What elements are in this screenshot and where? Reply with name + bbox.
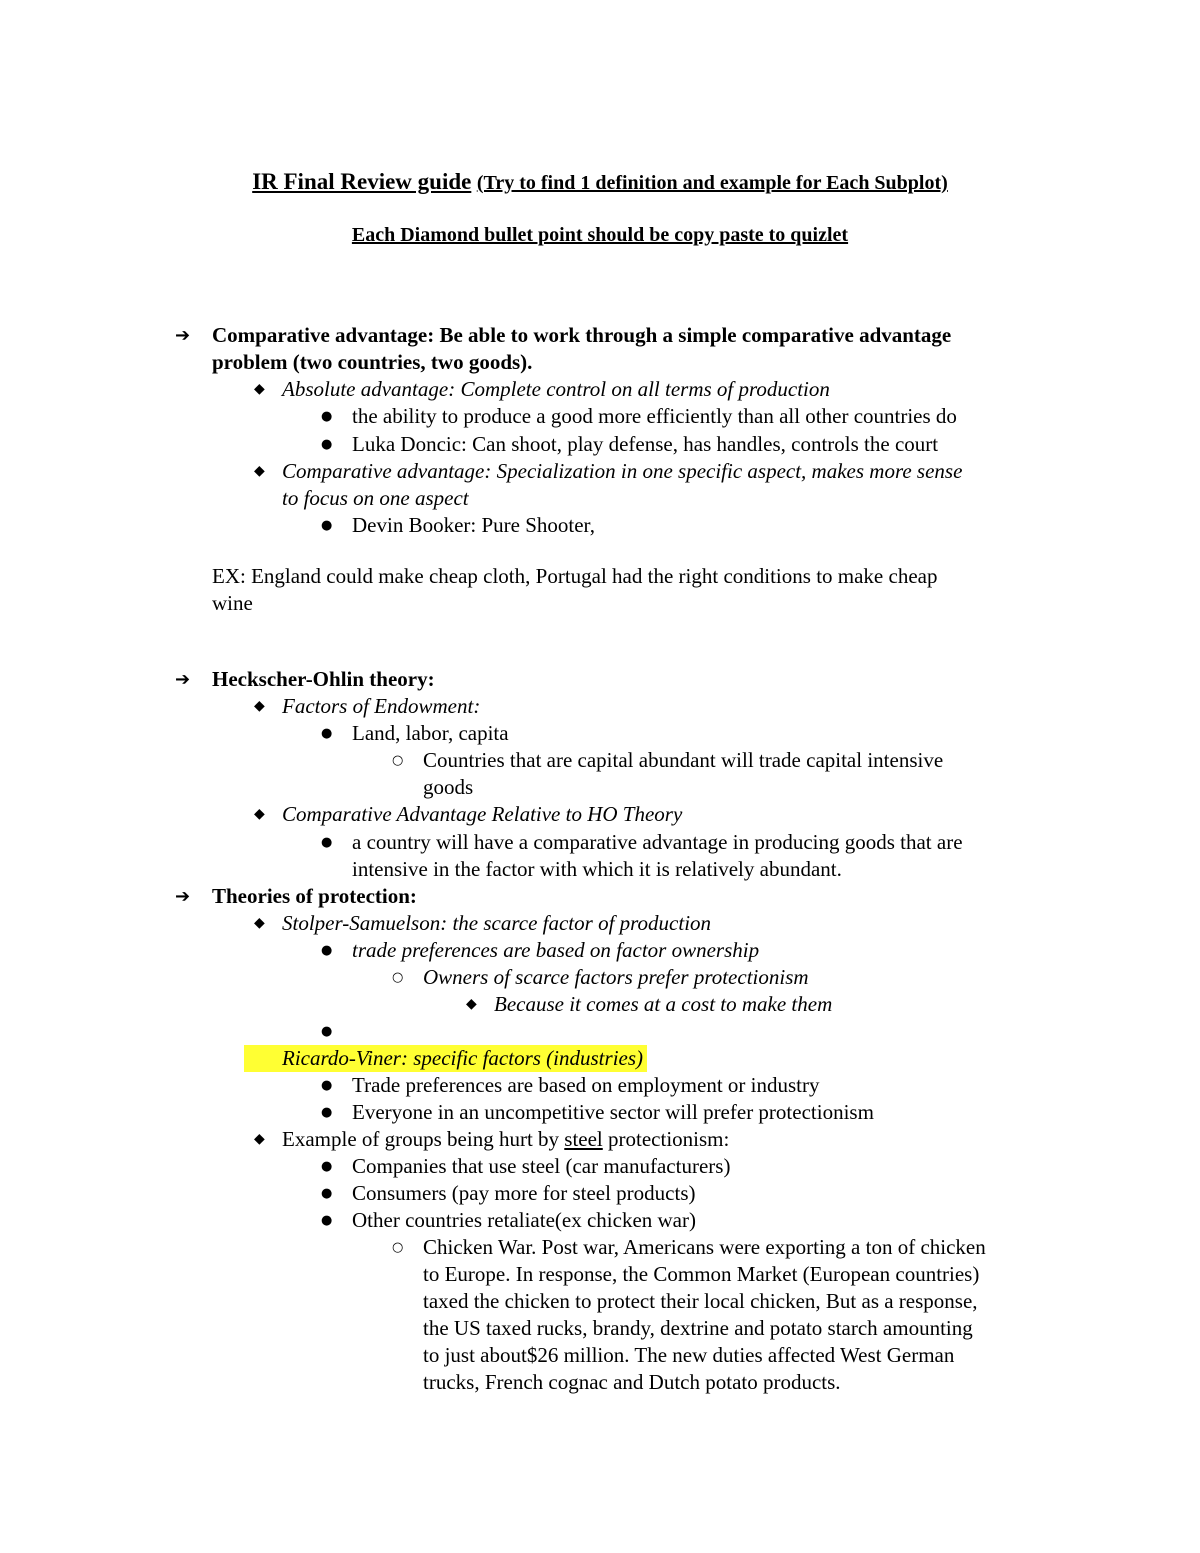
circle-bullet-icon: ○ — [392, 1240, 404, 1255]
dot-bullet-icon: ● — [321, 1213, 333, 1228]
item-absolute-advantage: Absolute advantage: Complete control on all terms of production — [282, 377, 830, 401]
item-comparative-advantage-cont: to focus on one aspect — [282, 486, 469, 510]
example-paragraph: EX: England could make cheap cloth, Portugal had the right conditions to make cheap — [212, 564, 938, 588]
title-sub: (Try to find 1 definition and example for Each Subplot) — [476, 172, 948, 194]
item-ricardo-everyone: Everyone in an uncompetitive sector will prefer protectionism — [352, 1100, 874, 1124]
dot-bullet-icon: ● — [321, 726, 333, 741]
item-relative-definition-cont: intensive in the factor with which it is relatively abundant. — [352, 857, 842, 881]
steel-example-steel: steel — [564, 1127, 603, 1151]
item-relative-definition: a country will have a comparative advantage in producing goods that are — [352, 830, 963, 854]
arrow-bullet-icon: ➔ — [175, 669, 191, 690]
item-absolute-example: Luka Doncic: Can shoot, play defense, has handles, controls the court — [352, 432, 939, 456]
page-title — [0, 168, 1200, 197]
arrow-bullet-icon: ➔ — [175, 325, 191, 346]
dot-bullet-icon: ● — [321, 943, 333, 958]
item-stolper-owners: Owners of scarce factors prefer protectionism — [423, 965, 809, 989]
item-ricardo-viner — [244, 1045, 647, 1072]
highlight-ricardo-viner: Ricardo-Viner: specific factors (industries) — [244, 1045, 647, 1072]
circle-bullet-icon: ○ — [392, 970, 404, 985]
diamond-bullet-icon: ◆ — [254, 915, 265, 931]
item-absolute-definition: the ability to produce a good more efficiently than all other countries do — [352, 404, 957, 428]
item-other-countries: Other countries retaliate(ex chicken war) — [352, 1208, 696, 1232]
diamond-bullet-icon: ◆ — [254, 463, 265, 479]
item-comparative-example: Devin Booker: Pure Shooter, — [352, 513, 595, 537]
dot-bullet-icon: ● — [321, 1159, 333, 1174]
dot-bullet-icon: ● — [321, 1105, 333, 1120]
diamond-bullet-icon: ◆ — [254, 381, 265, 397]
item-ricardo-preferences: Trade preferences are based on employment or industry — [352, 1073, 820, 1097]
item-chicken-war-4: the US taxed rucks, brandy, dextrine and potato starch amounting — [423, 1316, 973, 1340]
page-subtitle: Each Diamond bullet point should be copy paste to quizlet — [351, 224, 849, 246]
item-factors-endowment: Factors of Endowment: — [282, 694, 481, 718]
dot-bullet-icon: ● — [321, 1186, 333, 1201]
item-capital-abundant-cont: goods — [423, 775, 474, 799]
item-chicken-war-6: trucks, French cognac and Dutch potato products. — [423, 1370, 841, 1394]
item-stolper-samuelson: Stolper-Samuelson: the scarce factor of production — [282, 911, 712, 935]
item-relative-ho: Comparative Advantage Relative to HO Theory — [282, 802, 683, 826]
item-chicken-war-2: to Europe. In response, the Common Market (European countries) — [423, 1262, 980, 1286]
arrow-bullet-icon: ➔ — [175, 886, 191, 907]
dot-bullet-icon: ● — [321, 437, 333, 452]
item-stolper-preferences: trade preferences are based on factor ownership — [352, 938, 760, 962]
item-stolper-cost: Because it comes at a cost to make them — [494, 992, 833, 1016]
diamond-bullet-icon: ◆ — [254, 1131, 265, 1147]
item-steel-example — [282, 1126, 729, 1153]
section-heading-comparative: Comparative advantage: Be able to work through a simple comparative advantage — [212, 323, 952, 347]
diamond-bullet-icon: ◆ — [466, 996, 477, 1012]
dot-bullet-icon: ● — [321, 1078, 333, 1093]
example-paragraph-cont: wine — [212, 591, 253, 615]
item-comparative-advantage: Comparative advantage: Specialization in one specific aspect, makes more sense — [282, 459, 963, 483]
item-chicken-war-5: to just about$26 million. The new duties affected West German — [423, 1343, 955, 1367]
dot-bullet-icon: ● — [321, 835, 333, 850]
diamond-bullet-icon: ◆ — [254, 698, 265, 714]
empty-dot-bullet-icon: ● — [321, 1024, 333, 1039]
steel-example-post: protectionism: — [602, 1127, 730, 1151]
dot-bullet-icon: ● — [321, 409, 333, 424]
item-capital-abundant: Countries that are capital abundant will trade capital intensive — [423, 748, 944, 772]
item-companies: Companies that use steel (car manufacturers) — [352, 1154, 731, 1178]
dot-bullet-icon: ● — [321, 518, 333, 533]
diamond-bullet-icon: ◆ — [254, 806, 265, 822]
section-heading-heckscher: Heckscher-Ohlin theory: — [212, 667, 435, 691]
steel-example-pre: Example of groups being hurt by — [282, 1127, 565, 1151]
section-heading-protection: Theories of protection: — [212, 884, 417, 908]
item-consumers: Consumers (pay more for steel products) — [352, 1181, 696, 1205]
circle-bullet-icon: ○ — [392, 753, 404, 768]
section-heading-comparative-cont: problem (two countries, two goods). — [212, 350, 533, 374]
item-chicken-war-3: taxed the chicken to protect their local chicken, But as a response, — [423, 1289, 978, 1313]
title-main: IR Final Review guide — [252, 169, 472, 194]
item-factors-list: Land, labor, capita — [352, 721, 509, 745]
item-chicken-war-1: Chicken War. Post war, Americans were exporting a ton of chicken — [423, 1235, 986, 1259]
